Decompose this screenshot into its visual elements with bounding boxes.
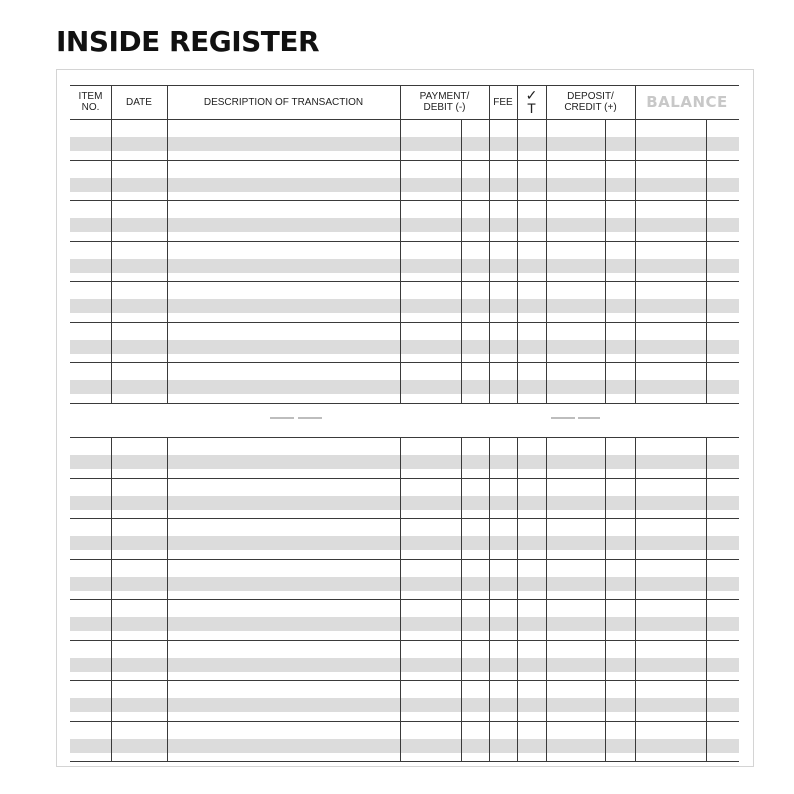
section-bottom-column-divider (517, 437, 518, 761)
column-header-balance-line: BALANCE (646, 92, 728, 111)
column-header-deposit (546, 85, 635, 119)
section-divider-mark (551, 417, 575, 419)
column-header-payment-line: PAYMENT/ (419, 91, 470, 102)
section-bottom-column-divider (111, 437, 112, 761)
section-bottom-row-line (70, 761, 739, 762)
section-top-entry-row[interactable] (70, 119, 739, 160)
section-top-column-divider (111, 85, 112, 403)
section-top-entry-row[interactable] (70, 160, 739, 201)
page-title: INSIDE REGISTER (56, 25, 320, 58)
section-bottom-column-divider (635, 437, 636, 761)
section-bottom-entry-row[interactable] (70, 721, 739, 762)
section-bottom-column-divider (461, 437, 462, 761)
section-bottom-entry-row[interactable] (70, 559, 739, 600)
section-top-column-divider (517, 85, 518, 403)
section-divider-mark (578, 417, 600, 419)
column-header-date-line: DATE (126, 96, 152, 108)
column-header-fee-line: FEE (493, 96, 513, 108)
column-header-deposit-line: CREDIT (+) (564, 102, 617, 113)
section-bottom-entry-row[interactable] (70, 640, 739, 681)
section-divider-mark (298, 417, 322, 419)
section-bottom-column-divider (167, 437, 168, 761)
column-header-check (517, 85, 546, 119)
section-divider-mark (270, 417, 294, 419)
section-top-row-line (70, 403, 739, 404)
section-top-column-divider (546, 85, 547, 403)
column-header-balance (635, 85, 739, 119)
section-top-entry-row[interactable] (70, 322, 739, 363)
section-bottom-column-divider (546, 437, 547, 761)
column-header-payment (400, 85, 489, 119)
section-bottom-column-divider (605, 437, 606, 761)
section-top-entry-row[interactable] (70, 281, 739, 322)
section-bottom-entry-row[interactable] (70, 437, 739, 478)
section-bottom-entry-row[interactable] (70, 599, 739, 640)
column-header-check-line: T (527, 100, 536, 116)
section-top-column-divider (400, 85, 401, 403)
section-top-entry-row[interactable] (70, 241, 739, 282)
column-header-item (70, 85, 111, 119)
section-top-entry-row[interactable] (70, 362, 739, 403)
column-header-fee (489, 85, 517, 119)
section-bottom-entry-row[interactable] (70, 478, 739, 519)
column-header-item-line: NO. (81, 102, 100, 113)
section-top-entry-row[interactable] (70, 200, 739, 241)
section-bottom-column-divider (400, 437, 401, 761)
column-header-description-line: DESCRIPTION OF TRANSACTION (203, 96, 364, 108)
column-header-description (167, 85, 400, 119)
section-top-column-divider (489, 85, 490, 403)
register-sheet (70, 85, 739, 757)
section-bottom-entry-row[interactable] (70, 518, 739, 559)
section-top-column-divider (605, 119, 606, 403)
section-bottom-column-divider (489, 437, 490, 761)
section-top-column-divider (706, 119, 707, 403)
section-bottom-entry-row[interactable] (70, 680, 739, 721)
section-top-column-divider (635, 85, 636, 403)
section-top-column-divider (167, 85, 168, 403)
column-header-item-line: ITEM (78, 91, 103, 102)
section-top-column-divider (461, 119, 462, 403)
column-header-date (111, 85, 167, 119)
column-header-check-line: ✓ (525, 87, 538, 103)
section-bottom-column-divider (706, 437, 707, 761)
column-header-payment-line: DEBIT (-) (423, 102, 466, 113)
column-header-deposit-line: DEPOSIT/ (567, 91, 614, 102)
